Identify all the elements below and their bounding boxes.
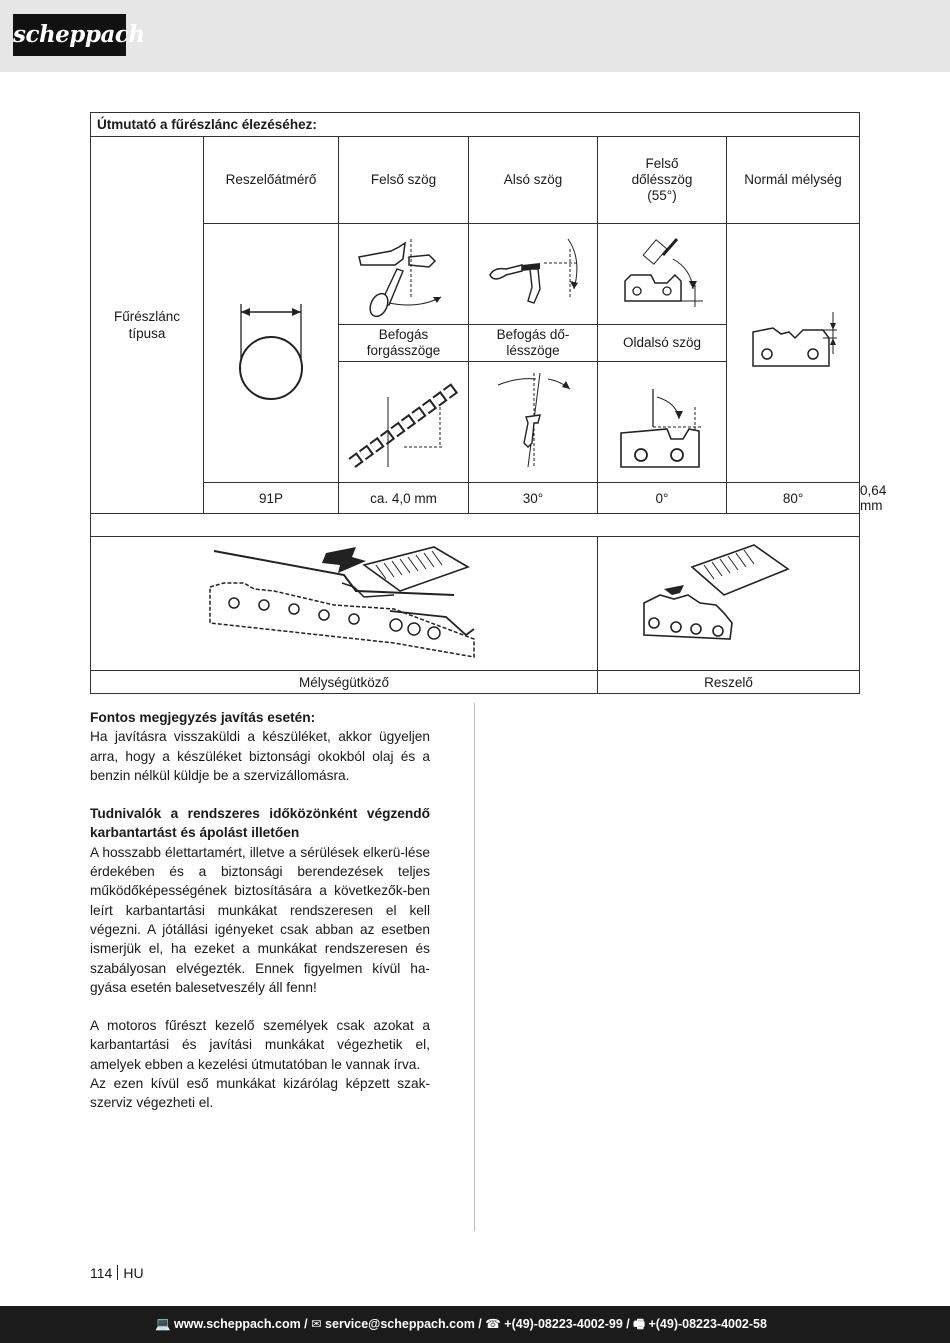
page-number — [90, 1265, 144, 1281]
caption-file: Reszelő — [598, 671, 860, 694]
chain-tilt-icon — [478, 367, 588, 477]
file-holder-side-icon — [478, 229, 588, 319]
header-bar — [0, 0, 950, 72]
label-side-angle: Oldalsó szög — [598, 325, 727, 362]
maintenance-heading: Tudnivalók a rendszeres időközönként végzendő karbantartást és ápolást illetően — [90, 806, 430, 841]
repair-text: Ha javításra visszaküldi a készüléket, akkor ügyeljen arra, hogy a készüléket biztonsági okokból olaj és a benzin nélkül küldje be a szervizállomásra. — [90, 729, 430, 783]
clamp-tilt-figure — [469, 362, 598, 483]
value-bottom-angle: 0° — [598, 483, 727, 514]
label-clamp-tilt — [469, 325, 598, 362]
label-clamp-rotation — [339, 325, 469, 362]
caption-depth-stop: Mélységütköző — [91, 671, 598, 694]
round-file-icon — [226, 298, 316, 408]
side-angle-figure — [598, 362, 727, 483]
chain-rotation-icon — [344, 367, 464, 477]
page-language: HU — [123, 1265, 144, 1281]
repair-heading: Fontos megjegyzés javítás esetén: — [90, 710, 316, 725]
value-chain-type: 91P — [204, 483, 339, 514]
scheppach-logo: scheppach — [13, 14, 126, 56]
header-normal-depth: Normál mélység — [727, 137, 860, 224]
header-bottom-angle: Alsó szög — [469, 137, 598, 224]
label-clamp-rotation-text: Befogás forgásszöge — [366, 327, 441, 358]
depth-stop-figure — [91, 537, 598, 671]
top-tilt-figure — [598, 224, 727, 325]
chain-side-angle-icon — [607, 367, 717, 477]
chain-tooth-tilt-icon — [607, 229, 717, 319]
footer-contacts: 💻 www.scheppach.com / ✉ service@scheppach.com / ☎ +(49)-08223-4002-99 / 🖷 +(49)-08223-4002-58 — [155, 1317, 767, 1331]
maintenance-notes — [90, 708, 430, 1113]
header-top-tilt-text: Felső dőlésszög (55°) — [631, 156, 693, 203]
file-figure — [598, 537, 860, 671]
value-top-angle: 30° — [469, 483, 598, 514]
table-title: Útmutató a fűrészlánc élezéséhez: — [91, 113, 860, 137]
service-text: Az ezen kívül eső munkákat kizárólag képzett szak-szerviz végezheti el. — [90, 1076, 430, 1111]
normal-depth-figure — [727, 224, 860, 483]
footer-bar — [0, 1306, 950, 1343]
file-holder-top-icon — [349, 229, 459, 319]
value-top-tilt: 80° — [727, 483, 860, 514]
column-divider — [474, 703, 475, 1231]
page-number-value: 114 — [90, 1265, 113, 1281]
chain-type-label — [91, 137, 204, 514]
header-top-angle: Felső szög — [339, 137, 469, 224]
depth-gauge-tool-icon — [94, 539, 594, 669]
value-file-diameter: ca. 4,0 mm — [339, 483, 469, 514]
top-angle-figure — [339, 224, 469, 325]
file-on-chain-icon — [604, 539, 854, 669]
label-clamp-tilt-text: Befogás dő-lésszöge — [496, 327, 570, 358]
maintenance-text: A hosszabb élettartamért, illetve a sérülések elkerü-lése érdekében és a biztonsági berendezések teljes működőképességének biztosítására a következők-ben leírt karbantartási munkákat rendszeresen el kell végezni. A jótállási igényeket csak abban az esetben ismerjük el, ha ezeket a munkákat rendszeresen és szabályosan elvégezték. Ennek figyelmen kívül ha-gyása esetén balesetveszély áll fenn! — [90, 844, 430, 995]
depth-gauge-icon — [743, 308, 843, 398]
blank-row — [91, 514, 860, 537]
sharpening-guide-table: Útmutató a fűrészlánc élezéséhez: Fűrészlánc típusa Reszelőátmérő Felső szög Alsó szög Felső dőlésszög (55°) Normál mélység Befogás forgásszöge Befogás dő-lésszöge Oldalsó szög 91P ca. 4,0 mm 30° 0° 80° 0,64 mm Mélységütköző Reszelő — [90, 112, 860, 694]
header-file-diameter: Reszelőátmérő — [204, 137, 339, 224]
file-diameter-figure — [204, 224, 339, 483]
chain-type-text: Fűrészlánc típusa — [113, 309, 181, 341]
bottom-angle-figure — [469, 224, 598, 325]
header-top-tilt — [598, 137, 727, 224]
operators-text: A motoros fűrészt kezelő személyek csak azokat a karbantartási és javítási munkákat végezhetik el, amelyek ebben a kezelési útmutatóban le vannak írva. — [90, 1018, 430, 1072]
clamp-rotation-figure — [339, 362, 469, 483]
